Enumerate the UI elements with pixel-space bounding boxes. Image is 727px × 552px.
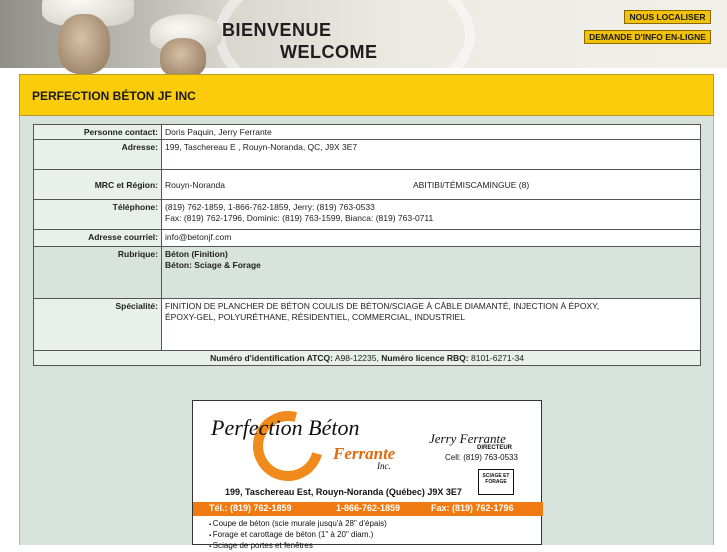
card-cell-phone: Cell: (819) 763-0533 <box>445 453 518 462</box>
specialty-cell <box>162 299 701 351</box>
address-row <box>34 140 701 170</box>
card-phone-tel: Tél.: (819) 762-1859 <box>209 503 292 513</box>
email-cell <box>162 230 701 247</box>
card-inc: Inc. <box>377 461 391 471</box>
company-info-table <box>33 124 701 366</box>
phone-row <box>34 200 701 230</box>
card-role: DIRECTEUR <box>477 445 513 451</box>
online-request-button[interactable]: DEMANDE D'INFO EN-LIGNE <box>584 30 711 44</box>
card-badge: SCIAGE ET FORAGE <box>478 469 514 495</box>
company-title-bar <box>19 74 714 116</box>
phone-label: Téléphone: <box>34 200 162 230</box>
contact-label: Personne contact: <box>34 125 162 140</box>
card-service-item: ▪ Forage et carottage de béton (1" à 20" diam.) <box>209 530 387 541</box>
welcome-english: WELCOME <box>280 42 378 62</box>
email-link[interactable]: info@betonjf.com <box>165 232 232 242</box>
rubric-item: Béton (Finition) <box>165 249 228 259</box>
card-person-name: Jerry Ferrante <box>429 431 506 446</box>
specialty-label: Spécialité: <box>34 299 162 351</box>
logo-swoosh <box>240 398 336 494</box>
rubric-label: Rubrique: <box>34 247 162 299</box>
atcq-label: Numéro d'identification ATCQ: <box>210 353 333 363</box>
specialty-line-1: FINITION DE PLANCHER DE BÉTON COULIS DE BÉTON/SCIAGE À CÂBLE DIAMANTÉ, INJECTION À ÉPOXY, <box>165 301 600 311</box>
rubric-list <box>162 247 701 299</box>
card-company-name: Perfection Béton <box>211 415 360 440</box>
company-title: PERFECTION BÉTON JF INC <box>32 89 196 103</box>
card-brand: Ferrante <box>333 444 396 463</box>
locate-us-button[interactable]: NOUS LOCALISER <box>624 10 711 24</box>
card-service-item: ▪ Sciage de portes et fenêtres <box>209 541 387 552</box>
phone-cell <box>162 200 701 230</box>
specialty-line-2: ÉPOXY-GEL, POLYURÉTHANE, RÉSIDENTIEL, COMMERCIAL, INDUSTRIEL <box>165 312 465 322</box>
business-card-image <box>192 400 542 550</box>
card-phone-tollfree: 1-866-762-1859 <box>336 503 401 513</box>
mrc-label: MRC et Région: <box>34 170 162 200</box>
rbq-value: 8101-6271-34 <box>470 353 524 363</box>
license-cell <box>34 351 701 366</box>
contact-row <box>34 125 701 140</box>
mrc-cell <box>162 170 701 200</box>
welcome-french: BIENVENUE <box>222 20 332 40</box>
mrc-value: Rouyn-Noranda <box>165 179 226 190</box>
email-label: Adresse courriel: <box>34 230 162 247</box>
rubric-row <box>34 247 701 299</box>
site-header <box>0 0 727 68</box>
card-service-item: ▪ Coupe de béton (scie murale jusqu'à 28" d'épais) <box>209 519 387 530</box>
worker-photo-face <box>58 14 110 74</box>
card-services <box>209 519 387 552</box>
region-value: ABITIBI/TÉMISCAMINGUE (8) <box>413 179 530 190</box>
rubric-item: Béton: Sciage & Forage <box>165 260 261 270</box>
card-phone-bar <box>193 502 543 516</box>
phone-line-2: Fax: (819) 762-1796, Dominic: (819) 763-1599, Bianca: (819) 763-0711 <box>165 213 434 223</box>
phone-line-1: (819) 762-1859, 1-866-762-1859, Jerry: (819) 763-0533 <box>165 202 375 212</box>
card-address: 199, Taschereau Est, Rouyn-Noranda (Québec) J9X 3E7 <box>225 487 462 497</box>
license-row <box>34 351 701 366</box>
email-row <box>34 230 701 247</box>
contact-value: Doris Paquin, Jerry Ferrante <box>162 125 701 140</box>
worker-photo-face-2 <box>160 38 206 78</box>
address-label: Adresse: <box>34 140 162 170</box>
card-phone-fax: Fax: (819) 762-1796 <box>431 503 514 513</box>
rbq-label: Numéro licence RBQ: <box>381 353 469 363</box>
specialty-row <box>34 299 701 351</box>
address-value: 199, Taschereau E , Rouyn-Noranda, QC, J9X 3E7 <box>162 140 701 170</box>
atcq-value: A98-12235, <box>334 353 379 363</box>
mrc-row <box>34 170 701 200</box>
